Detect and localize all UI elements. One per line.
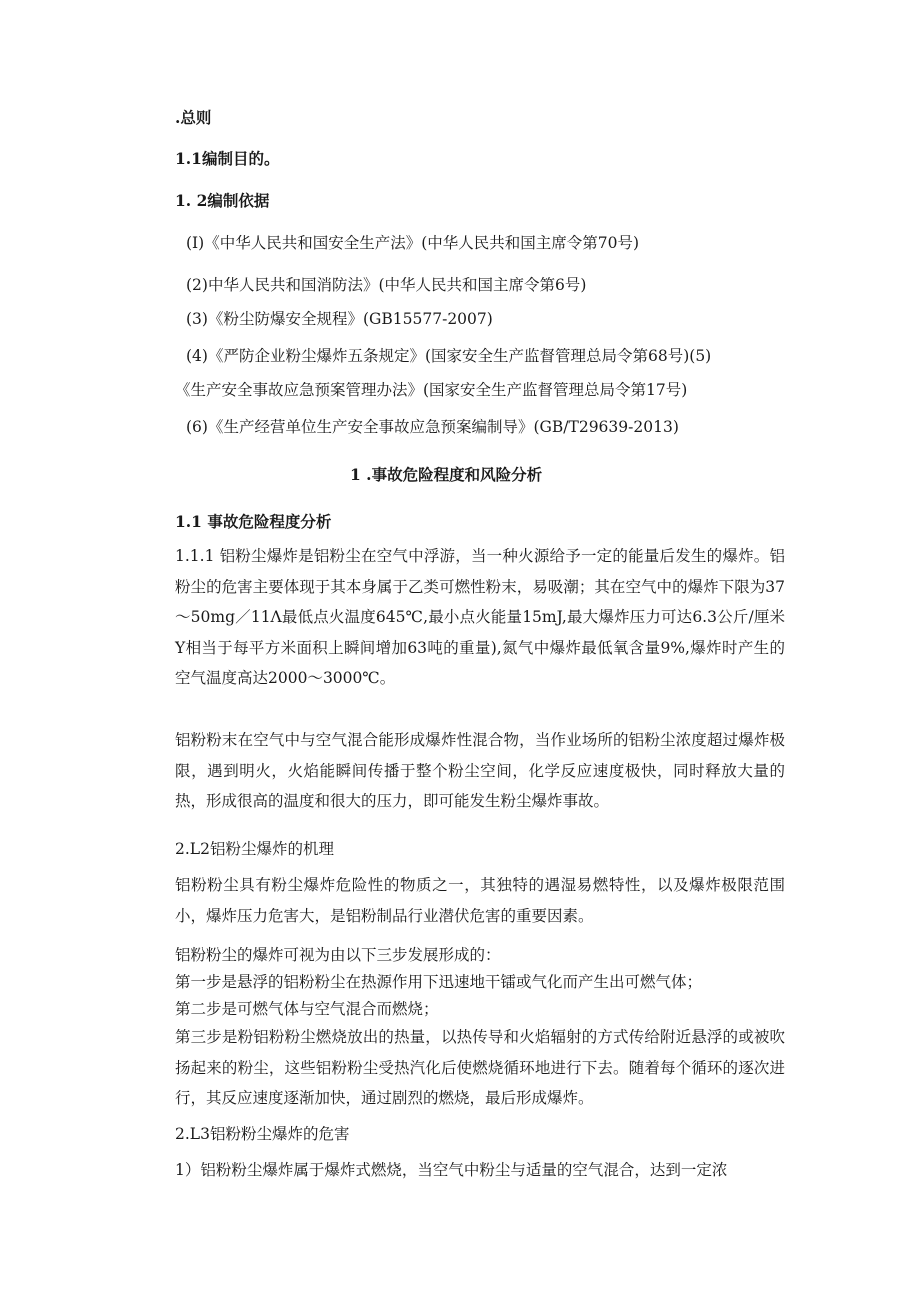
steps-intro: 铝粉粉尘的爆炸可视为由以下三步发展形成的： [175, 946, 501, 964]
section-l2-mechanism: 2.L2铝粉尘爆炸的机理 [175, 840, 334, 858]
section-l3-hazard: 2.L3铝粉粉尘爆炸的危害 [175, 1125, 350, 1143]
step-2: 第二步是可燃气体与空气混合而燃烧； [175, 1000, 439, 1018]
step-3: 第三步是粉铝粉粉尘燃烧放出的热量，以热传导和火焰辐射的方式传给附近悬浮的或被吹扬起来的粉尘，这些铝粉粉尘受热汽化后使燃烧循环地进行下去。随着每个循环的逐次进行，其反应速度逐渐加快，通过剧烈的燃烧，最后形成爆炸。 [175, 1028, 785, 1107]
section-1-2-basis: 1. 2编制依据 [175, 191, 270, 210]
section-1-1-purpose: 1.1编制目的。 [175, 149, 280, 168]
basis-item-1: (I)《中华人民共和国安全生产法》(中华人民共和国主席令第70号) [186, 234, 640, 252]
step-1: 第一步是悬浮的铝粉粉尘在热源作用下迅速地干镭或气化而产生出可燃气体； [175, 973, 703, 991]
basis-item-4: (4)《严防企业粉尘爆炸五条规定》(国家安全生产监督管理总局令第68号)(5) [186, 347, 712, 365]
paragraph-1-1-1: 1.1.1 铝粉尘爆炸是铝粉尘在空气中浮游，当一种火源给予一定的能量后发生的爆炸。铝粉尘的危害主要体现于其本身属于乙类可燃性粉末，易吸潮；其在空气中的爆炸下限为37～50mg／11Λ最低点火温度645℃,最小点火能量15mJ,最大爆炸压力可达6.3公斤/厘米Y相当于每平方米面积上瞬间增加63吨的重量),氮气中爆炸最低氧含量9%,爆炸时产生的空气温度高达2000～3000℃。 [175, 547, 785, 687]
section-risk-1-1: 1.1 事故危险程度分析 [175, 512, 332, 531]
heading-risk-analysis: 1 .事故危险程度和风险分析 [350, 465, 543, 484]
basis-item-6: (6)《生产经营单位生产安全事故应急预案编制导》(GB/T29639-2013) [186, 418, 679, 436]
paragraph-hazard-1: 1）铝粉粉尘爆炸属于爆炸式燃烧，当空气中粉尘与适量的空气混合，达到一定浓 [175, 1161, 728, 1179]
basis-item-5: 《生产安全事故应急预案管理办法》(国家安全生产监督管理总局令第17号) [175, 381, 688, 399]
basis-item-3: (3)《粉尘防爆安全规程》(GB15577-2007) [186, 310, 493, 328]
heading-general: .总则 [175, 108, 212, 127]
basis-item-2: (2)中华人民共和国消防法》(中华人民共和国主席令第6号) [186, 276, 587, 294]
paragraph-mechanism: 铝粉粉尘具有粉尘爆炸危险性的物质之一，其独特的遇湿易燃特性，以及爆炸极限范围小，爆炸压力危害大，是铝粉制品行业潜伏危害的重要因素。 [175, 876, 785, 925]
paragraph-mixture: 铝粉粉末在空气中与空气混合能形成爆炸性混合物，当作业场所的铝粉尘浓度超过爆炸极限，遇到明火，火焰能瞬间传播于整个粉尘空间，化学反应速度极快，同时释放大量的热，形成很高的温度和很大的压力，即可能发生粉尘爆炸事故。 [175, 731, 785, 810]
